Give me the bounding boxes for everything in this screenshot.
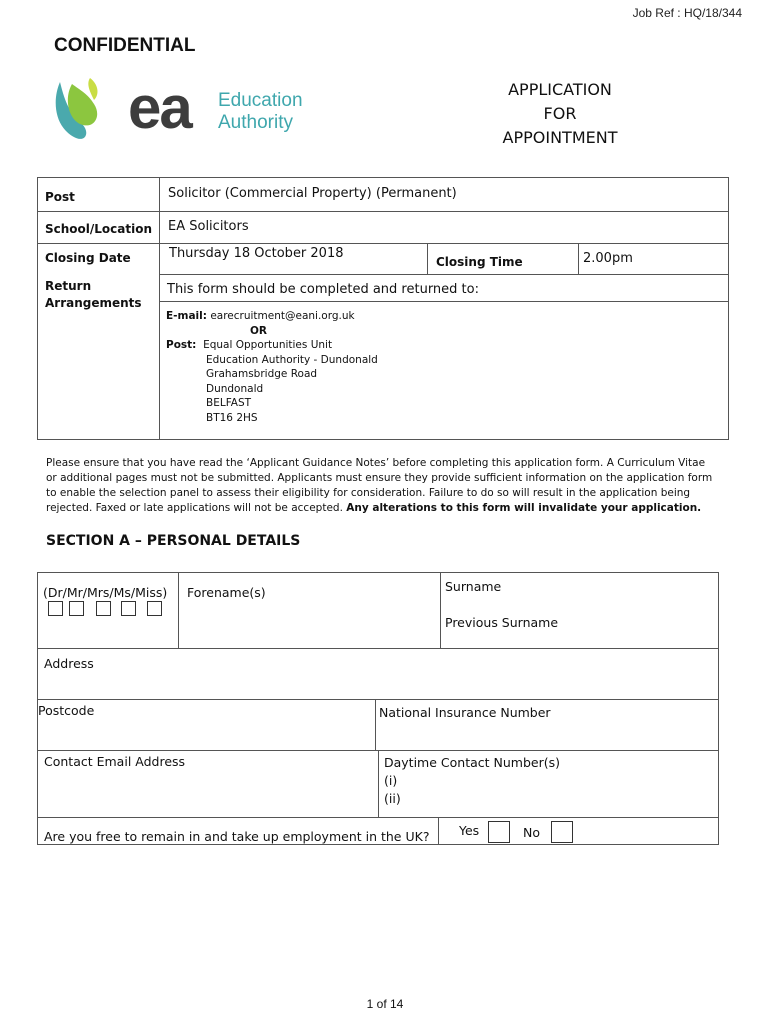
phone-i: (i) xyxy=(384,773,398,788)
title-checkbox-mrs[interactable] xyxy=(96,601,111,616)
location-value: EA Solicitors xyxy=(168,219,249,234)
forename-field[interactable]: Forename(s) xyxy=(187,585,266,600)
return-address-block xyxy=(166,309,378,425)
closing-time-label: Closing Time xyxy=(436,255,523,269)
return-label-line-1: Return xyxy=(45,279,92,293)
return-label xyxy=(45,278,142,312)
form-title xyxy=(470,78,650,150)
uk-no-checkbox[interactable] xyxy=(551,821,573,843)
notice-text: Please ensure that you have read the ‘Applicant Guidance Notes’ before completing this application form. A Curriculum Vitae or additional pages must not be submitted. Applicants must ensure they provide sufficient information on the application form to enable the selection panel to assess their eligibility for consideration. Failure to do so will result in the application being rejected. Faxed or late applications will not be accepted. xyxy=(46,457,713,514)
title-checkbox-ms[interactable] xyxy=(121,601,136,616)
address-line: Equal Opportunities Unit xyxy=(203,339,333,351)
address-line: Education Authority - Dundonald xyxy=(206,353,378,366)
title-line-1: APPLICATION xyxy=(508,80,612,99)
confidential-heading: CONFIDENTIAL xyxy=(54,35,196,56)
return-label-line-2: Arrangements xyxy=(45,296,142,310)
logo-line-1: Education xyxy=(218,90,303,111)
logo-ea-text: ea xyxy=(128,74,191,141)
closing-date-label: Closing Date xyxy=(45,251,131,265)
postcode-field[interactable]: Postcode xyxy=(38,703,95,718)
logo-org-name xyxy=(218,90,303,134)
guidance-notice xyxy=(46,456,716,516)
job-reference: Job Ref : HQ/18/344 xyxy=(632,6,742,20)
yes-label: Yes xyxy=(459,823,480,838)
uk-eligibility-question: Are you free to remain in and take up employment in the UK? xyxy=(44,829,430,844)
daytime-phone-field[interactable] xyxy=(384,754,560,808)
email-value: earecruitment@eani.org.uk xyxy=(210,310,355,322)
phone-label: Daytime Contact Number(s) xyxy=(384,755,560,770)
previous-surname-field[interactable]: Previous Surname xyxy=(445,615,559,630)
address-line: BELFAST xyxy=(206,397,252,409)
post-label: Post xyxy=(45,190,75,204)
surname-field[interactable]: Surname xyxy=(445,579,502,594)
post-info-table xyxy=(37,177,729,440)
uk-yes-checkbox[interactable] xyxy=(488,821,510,843)
post-address-label: Post: xyxy=(166,339,197,351)
logo-line-2: Authority xyxy=(218,112,293,133)
notice-warning: Any alterations to this form will invalidate your application. xyxy=(346,502,702,514)
closing-time-value: 2.00pm xyxy=(583,251,633,266)
post-value: Solicitor (Commercial Property) (Permanent) xyxy=(168,186,457,201)
location-label: School/Location xyxy=(45,222,153,236)
or-text: OR xyxy=(250,324,268,337)
address-line: BT16 2HS xyxy=(206,411,258,424)
ni-number-field[interactable]: National Insurance Number xyxy=(379,705,551,720)
title-line-2: FOR xyxy=(543,104,577,123)
email-label: E-mail: xyxy=(166,310,207,322)
contact-email-field[interactable]: Contact Email Address xyxy=(44,754,186,769)
address-line: Dundonald xyxy=(206,382,264,395)
closing-date-value: Thursday 18 October 2018 xyxy=(169,246,344,261)
title-checkbox-miss[interactable] xyxy=(147,601,162,616)
page-number: 1 of 14 xyxy=(366,997,404,1011)
return-intro: This form should be completed and returned to: xyxy=(167,282,479,297)
address-field[interactable]: Address xyxy=(44,656,94,671)
title-checkbox-mr[interactable] xyxy=(69,601,84,616)
ea-logo xyxy=(50,70,330,150)
title-options-label: (Dr/Mr/Mrs/Ms/Miss) xyxy=(43,585,168,600)
personal-details-table xyxy=(37,572,719,845)
section-a-heading: SECTION A – PERSONAL DETAILS xyxy=(46,533,301,549)
no-label: No xyxy=(523,825,540,840)
address-line: Grahamsbridge Road xyxy=(206,368,318,380)
phone-ii: (ii) xyxy=(384,791,401,806)
title-line-3: APPOINTMENT xyxy=(502,128,618,147)
title-checkbox-dr[interactable] xyxy=(48,601,63,616)
leaf-icon xyxy=(50,70,130,150)
